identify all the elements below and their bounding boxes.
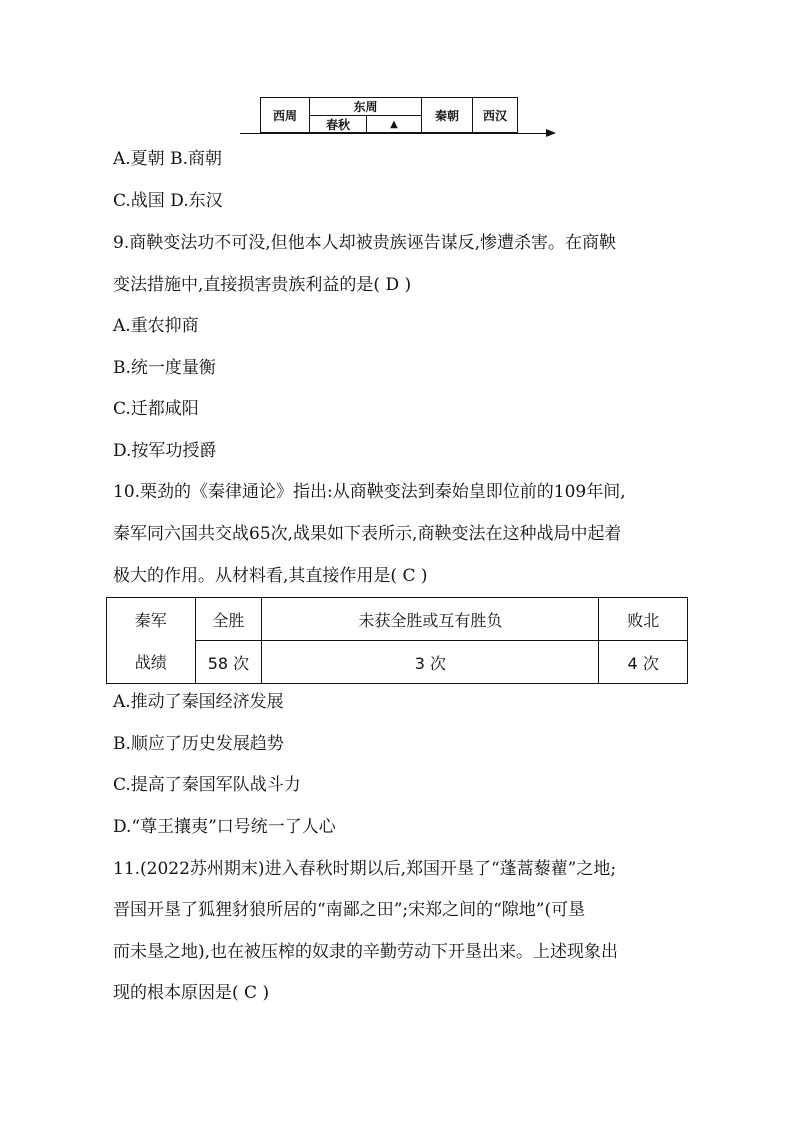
q9-stem-line2: 变法措施中,直接损害贵族利益的是( D ) [113,275,412,295]
q10-option-d: D.“尊王攘夷”口号统一了人心 [113,817,336,837]
q10-stem-line3: 极大的作用。从材料看,其直接作用是( C ) [113,566,428,586]
table-col-mixed: 未获全胜或互有胜负 [262,598,599,641]
timeline-unknown-period: ▲ [366,115,422,133]
q9-option-d: D.按军功授爵 [113,441,217,461]
table-val-mixed: 3 次 [262,641,599,684]
q11-stem-line1: 11.(2022苏州期末)进入春秋时期以后,郑国开垦了“蓬蒿藜藋”之地; [113,859,617,879]
timeline-axis [240,133,550,134]
q8-options-cd: C.战国 D.东汉 [113,191,223,211]
q8-options-ab: A.夏朝 B.商朝 [113,149,222,169]
table-val-win: 58 次 [195,641,262,684]
timeline-xihan: 西汉 [472,97,518,133]
timeline-chunqiu: 春秋 [309,115,367,133]
table-row [107,641,688,684]
q10-stem-line2: 秦军同六国共交战65次,战果如下表所示,商鞅变法在这种战局中起着 [113,524,622,544]
q10-option-b: B.顺应了历史发展趋势 [113,734,284,754]
timeline-arrow-icon [546,129,556,137]
timeline-dongzhou: 东周 [309,97,422,116]
table-row-head-1: 秦军 [107,598,196,641]
q9-option-a: A.重农抑商 [113,316,199,336]
q9-stem-line1: 9.商鞅变法功不可没,但他本人却被贵族诬告谋反,惨遭杀害。在商鞅 [113,233,617,253]
table-val-loss: 4 次 [599,641,688,684]
q11-stem-line2: 晋国开垦了狐狸豺狼所居的“南鄙之田”;宋郑之间的“隙地”(可垦 [113,900,586,920]
q10-option-a: A.推动了秦国经济发展 [113,692,284,712]
table-row [107,598,688,641]
q10-option-c: C.提高了秦国军队战斗力 [113,775,301,795]
q9-option-c: C.迁都咸阳 [113,399,199,419]
timeline-qin: 秦朝 [421,97,473,133]
table-col-loss: 败北 [599,598,688,641]
q11-stem-line4: 现的根本原因是( C ) [113,983,270,1003]
q11-stem-line3: 而未垦之地),也在被压榨的奴隶的辛勤劳动下开垦出来。上述现象出 [113,942,619,962]
table-col-win: 全胜 [195,598,262,641]
table-row-head-2: 战绩 [107,641,196,684]
q9-option-b: B.统一度量衡 [113,358,216,378]
qin-battle-record-table [106,597,688,684]
dynasty-timeline [240,97,558,137]
q10-stem-line1: 10.栗劲的《秦律通论》指出:从商鞅变法到秦始皇即位前的109年间, [113,482,626,502]
timeline-xizhou: 西周 [260,97,310,133]
